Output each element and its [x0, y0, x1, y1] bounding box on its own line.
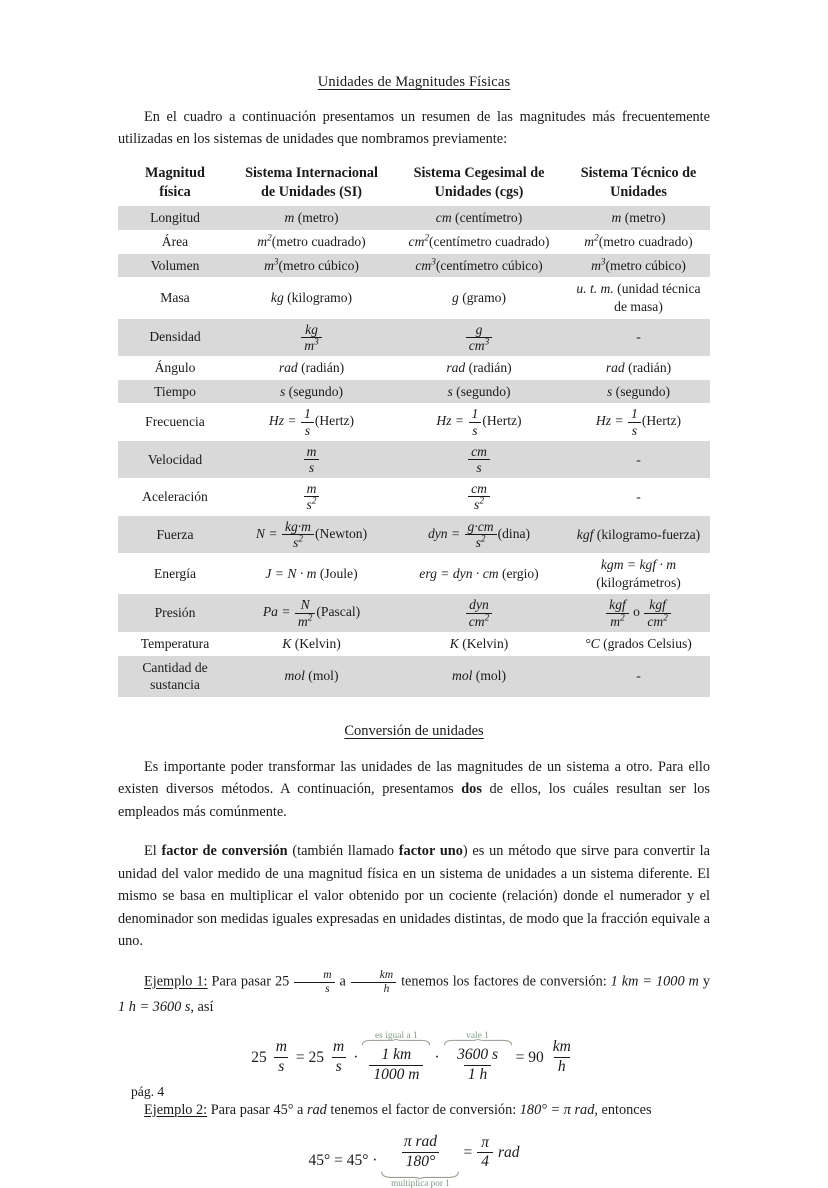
page-number: pág. 4: [131, 1084, 165, 1099]
cell-unit: kgf: [576, 526, 594, 542]
header-line-1: Sistema Internacional: [245, 164, 378, 181]
eq-fraction-4: $\frac{3600 s}{1 h}$: [457, 1046, 499, 1084]
cell-unit-name: (kilogramo): [283, 290, 353, 306]
header-line-2: de Unidades (SI): [261, 184, 362, 201]
paragraph-text: El: [144, 843, 162, 860]
example-text: y: [698, 973, 710, 990]
cell-cgs: [391, 356, 567, 380]
cell-unit-name: (segundo): [285, 383, 344, 399]
table-row: [118, 656, 710, 697]
cell-unit-name: (radián): [624, 360, 672, 376]
cell-unit: $m^3$: [264, 256, 279, 273]
paragraph-bold: dos: [461, 781, 482, 798]
cell-unit-name: (centímetro cúbico): [435, 257, 543, 273]
table-row: [118, 206, 710, 230]
eq-fraction-2: $\frac{\pi}{4}$: [477, 1134, 493, 1172]
cell-unit-name: (metro cuadrado): [271, 233, 366, 249]
table-row: [118, 356, 710, 380]
cell-fraction: $\frac{1}{s}$: [301, 406, 314, 437]
table-header-magnitude: [118, 160, 232, 206]
cell-dash: -: [636, 451, 641, 467]
cell-fraction: $\frac{m}{s}$: [304, 444, 320, 475]
brace-top-icon: [361, 1039, 431, 1046]
example-1-equation: [118, 1030, 710, 1084]
cell-fraction: $\frac{m}{s^2}$: [304, 481, 320, 512]
cell-unit-name: (metro cúbico): [278, 257, 359, 273]
cell-magnitude: Longitud: [118, 206, 232, 230]
eq-term: rad: [497, 1143, 520, 1161]
cell-unit: J = N · m: [265, 565, 317, 581]
cell-fraction: $\frac{\text{dyn}}{cm^2}$: [466, 597, 492, 628]
table-header-si: [232, 160, 391, 206]
cell-fraction: $\frac{\text{kgf}}{m^2}$: [606, 597, 629, 628]
cell-tech: [567, 403, 710, 440]
cell-si: [232, 319, 391, 356]
table-row: [118, 254, 710, 278]
cell-tech: [567, 516, 710, 553]
conversion-paragraph-1: [118, 756, 710, 823]
cell-magnitude: Cantidad de sustancia: [118, 656, 232, 697]
cell-unit: g: [452, 290, 459, 306]
eq-term: = 25: [295, 1048, 325, 1066]
paragraph-text: de ellos, los cuáles resultan ser los empleados más comúnmente.: [118, 781, 710, 820]
cell-unit-name: (segundo): [612, 383, 671, 399]
table-row: [118, 632, 710, 656]
paragraph-text: Es importante poder transformar las unidades de las magnitudes de un sistema a otro. Para ello existen diversos métodos. A continuación, presentamos: [118, 758, 710, 798]
paragraph-text: (también llamado: [287, 843, 399, 860]
cell-tech: [567, 478, 710, 515]
eq-fraction-3: $\frac{1 km}{1000 m}$: [369, 1046, 423, 1084]
cell-unit-name: (grados Celsius): [599, 635, 692, 651]
eq-term: = 90: [515, 1048, 544, 1066]
cell-lhs: Hz =: [268, 413, 297, 429]
example-text: , así: [190, 999, 214, 1015]
table-header-row: [118, 160, 710, 206]
eq-multiply-dot: ·: [353, 1048, 359, 1066]
cell-cgs: [391, 277, 567, 318]
cell-tech: [567, 594, 710, 631]
header-line-2: Unidades: [610, 184, 667, 201]
cell-unit-name: (Joule): [316, 565, 358, 581]
cell-si: [232, 441, 391, 478]
example-2-equation: [118, 1133, 710, 1188]
eq-term: =: [463, 1143, 473, 1161]
cell-cgs: [391, 478, 567, 515]
inline-fraction-kmh: $\frac{km}{h}$: [351, 969, 396, 996]
relation-2: 1 h = 3600 s: [118, 999, 191, 1015]
cell-si: [232, 594, 391, 631]
example-text: Para pasar 45° a: [207, 1101, 307, 1118]
cell-magnitude: Energía: [118, 553, 232, 594]
cell-magnitude: Velocidad: [118, 441, 232, 478]
cell-cgs: [391, 403, 567, 440]
page-title: [118, 74, 710, 91]
example-text: , entonces: [594, 1101, 652, 1118]
cell-si: [232, 277, 391, 318]
cell-magnitude: Aceleración: [118, 478, 232, 515]
cell-unit-name: (metro): [294, 210, 339, 226]
cell-cgs: [391, 594, 567, 631]
cell-cgs: [391, 254, 567, 278]
cell-unit-name: (centímetro cuadrado): [429, 233, 550, 249]
cell-si: [232, 230, 391, 254]
cell-si: [232, 254, 391, 278]
cell-fraction: $\frac{cm}{s^2}$: [468, 481, 490, 512]
paragraph-bold: factor uno: [398, 843, 463, 860]
cell-unit-name: (Newton): [315, 525, 368, 541]
example-2-paragraph: [118, 1099, 710, 1121]
cell-unit: $cm^3$: [415, 256, 436, 273]
cell-tech: [567, 277, 710, 318]
cell-unit: rad: [605, 360, 625, 376]
annotation-label-1: es igual a 1: [375, 1030, 418, 1041]
header-line-1: Sistema Técnico de: [580, 164, 697, 181]
cell-fraction: $\frac{cm}{s}$: [468, 444, 490, 475]
cell-unit: m: [611, 210, 622, 226]
cell-unit-name: (metro cúbico): [605, 257, 686, 273]
annotated-factor-1: [361, 1030, 431, 1084]
table-row: [118, 319, 710, 356]
table-row: [118, 478, 710, 515]
annotated-factor-3: [380, 1133, 460, 1188]
cell-tech: [567, 656, 710, 697]
cell-unit-name: (segundo): [452, 383, 511, 399]
eq-fraction-1: $\frac{m}{s}$: [275, 1038, 287, 1076]
cell-unit: cm: [435, 210, 452, 226]
cell-unit: s: [606, 383, 613, 399]
cell-magnitude: Volumen: [118, 254, 232, 278]
cell-unit: kg: [270, 290, 284, 306]
inline-fraction-ms: $\frac{m}{s}$: [294, 969, 334, 996]
cell-cgs: [391, 632, 567, 656]
cell-lhs: Hz =: [436, 413, 465, 429]
cell-unit: m: [284, 210, 295, 226]
example-unit: rad: [306, 1101, 327, 1118]
units-table-body: [118, 206, 710, 697]
cell-magnitude: Densidad: [118, 319, 232, 356]
relation: 180° = π rad: [519, 1101, 595, 1118]
cell-unit: kgm = kgf · m: [600, 557, 677, 573]
cell-unit-name: (metro): [621, 210, 666, 226]
cell-unit: s: [447, 383, 453, 399]
cell-unit-name: (radián): [465, 360, 512, 376]
paragraph-text: ) es un método que sirve para convertir la unidad del valor medido de una magnitud física en un sistema de unidades a un sistema diferente. El mismo se basa en multiplicar el valor obtenido por un cociente (relación) donde el numerador y el denominador son medidas iguales expresadas en unidades distintas, de modo que la fracción equivale a uno.: [118, 843, 710, 949]
cell-unit-name: (Kelvin): [291, 635, 341, 651]
cell-unit: $m^2$: [257, 232, 272, 249]
cell-unit-name: (kilográmetros): [596, 574, 681, 590]
cell-fraction: $\frac{1}{s}$: [628, 406, 641, 437]
cell-lhs: N =: [255, 525, 278, 541]
cell-lhs: Pa =: [262, 604, 291, 620]
table-row: [118, 403, 710, 440]
cell-unit: K: [449, 635, 459, 651]
cell-unit-name: (mol): [472, 668, 506, 684]
table-row: [118, 553, 710, 594]
cell-tech: [567, 356, 710, 380]
cell-tech: [567, 254, 710, 278]
cell-si: [232, 656, 391, 697]
cell-unit: K: [282, 635, 292, 651]
relation-1: 1 km = 1000 m: [610, 973, 699, 990]
cell-si: [232, 356, 391, 380]
cell-magnitude: Área: [118, 230, 232, 254]
cell-magnitude: Fuerza: [118, 516, 232, 553]
section-title-conversion: [118, 723, 710, 740]
cell-dash: -: [636, 489, 641, 505]
cell-unit-name: (ergio): [498, 565, 539, 581]
cell-si: [232, 632, 391, 656]
cell-unit-name: (metro cuadrado): [598, 233, 693, 249]
cell-cgs: [391, 206, 567, 230]
example-text: Para pasar 25: [207, 973, 294, 990]
cell-unit-name: (unidad técnica de masa): [613, 281, 701, 314]
cell-lhs: dyn =: [427, 525, 461, 541]
cell-unit: mol: [284, 668, 305, 684]
header-line-2: física: [159, 184, 191, 201]
page-title-text: Unidades de Magnitudes Físicas: [317, 74, 511, 90]
cell-unit: rad: [278, 360, 298, 376]
cell-unit-name: (centímetro): [451, 210, 523, 226]
cell-cgs: [391, 380, 567, 404]
cell-fraction: $\frac{kg\cdot m}{s^2}$: [282, 519, 314, 550]
cell-tech: [567, 319, 710, 356]
cell-unit: rad: [446, 360, 466, 376]
cell-cgs: [391, 319, 567, 356]
cell-si: [232, 403, 391, 440]
cell-cgs: [391, 441, 567, 478]
cell-si: [232, 553, 391, 594]
eq-fraction-5: $\frac{km}{h}$: [552, 1038, 571, 1076]
example-text: tenemos los factores de conversión:: [397, 973, 611, 990]
cell-fraction: $\frac{N}{m^2}$: [295, 597, 315, 628]
table-row: [118, 230, 710, 254]
cell-magnitude: Masa: [118, 277, 232, 318]
cell-unit: $cm^2$: [408, 232, 430, 249]
header-line-2: Unidades (cgs): [434, 184, 524, 201]
cell-tech: [567, 632, 710, 656]
cell-unit: $m^2$: [584, 232, 599, 249]
conversion-paragraph-2: [118, 840, 710, 952]
cell-unit: erg = dyn · cm: [419, 565, 499, 581]
brace-top-icon: [443, 1039, 513, 1046]
cell-unit-name: (Hertz): [641, 413, 682, 429]
cell-unit-name: (mol): [304, 668, 339, 684]
cell-magnitude: Presión: [118, 594, 232, 631]
cell-si: [232, 478, 391, 515]
cell-magnitude: Frecuencia: [118, 403, 232, 440]
table-header-technical: [567, 160, 710, 206]
cell-unit: u. t. m.: [576, 281, 614, 297]
cell-si: [232, 206, 391, 230]
cell-unit-name: (Hertz): [482, 413, 522, 429]
cell-fraction: $\frac{1}{s}$: [469, 406, 482, 437]
cell-magnitude: Ángulo: [118, 356, 232, 380]
cell-unit: mol: [452, 668, 473, 684]
cell-cgs: [391, 553, 567, 594]
units-table: [118, 160, 710, 697]
cell-tech: [567, 441, 710, 478]
cell-lhs: Hz =: [595, 413, 624, 429]
eq-fraction-2: $\frac{m}{s}$: [333, 1038, 345, 1076]
cell-dash: -: [636, 668, 641, 684]
cell-magnitude: Tiempo: [118, 380, 232, 404]
cell-magnitude: Temperatura: [118, 632, 232, 656]
table-row: [118, 594, 710, 631]
cell-si: [232, 380, 391, 404]
cell-tech: [567, 380, 710, 404]
example-text: a: [335, 973, 350, 990]
cell-fraction: $\frac{g\cdot cm}{s^2}$: [465, 519, 497, 550]
cell-unit: $m^3$: [591, 256, 606, 273]
header-line-1: Magnitud: [145, 164, 205, 181]
cell-unit-name: (radián): [297, 360, 345, 376]
table-row: [118, 516, 710, 553]
cell-fraction: $\frac{g}{cm^3}$: [466, 322, 492, 353]
cell-unit: °C: [585, 635, 600, 651]
table-row: [118, 277, 710, 318]
paragraph-bold: factor de conversión: [161, 843, 288, 860]
cell-unit: s: [279, 383, 286, 399]
cell-unit-name: (kilogramo-fuerza): [593, 526, 701, 542]
annotation-label-2: vale 1: [466, 1030, 489, 1041]
page-content: [118, 74, 710, 1188]
cell-unit-name: (dina): [497, 525, 531, 541]
example-text: tenemos el factor de conversión:: [326, 1101, 520, 1118]
annotation-label-3: multiplica por 1: [391, 1178, 450, 1188]
section-title-text: Conversión de unidades: [344, 722, 484, 739]
cell-joiner: o: [629, 604, 644, 620]
example-2-label: Ejemplo 2:: [144, 1101, 208, 1118]
cell-unit-name: (Kelvin): [458, 635, 509, 651]
cell-fraction-2: $\frac{\text{kgf}}{cm^2}$: [644, 597, 670, 628]
cell-cgs: [391, 230, 567, 254]
cell-si: [232, 516, 391, 553]
annotated-factor-2: [443, 1030, 513, 1084]
cell-tech: [567, 553, 710, 594]
table-row: [118, 380, 710, 404]
cell-cgs: [391, 516, 567, 553]
cell-unit-name: (gramo): [458, 290, 506, 306]
cell-tech: [567, 230, 710, 254]
cell-tech: [567, 206, 710, 230]
cell-cgs: [391, 656, 567, 697]
eq-term: 45° = 45° ·: [308, 1151, 378, 1169]
table-header-cgs: [391, 160, 567, 206]
eq-fraction-1: $\frac{\text{π rad}}{180^\circ}$: [400, 1133, 441, 1171]
cell-dash: -: [636, 329, 641, 345]
eq-term: 25: [251, 1048, 267, 1066]
header-line-1: Sistema Cegesimal de: [413, 164, 545, 181]
cell-unit-name: (Pascal): [316, 604, 361, 620]
cell-fraction: $\frac{kg}{m^3}$: [301, 322, 321, 353]
example-1-paragraph: [118, 969, 710, 1018]
table-row: [118, 441, 710, 478]
example-1-label: Ejemplo 1:: [144, 973, 208, 990]
intro-paragraph: En el cuadro a continuación presentamos un resumen de las magnitudes más frecuentemente utilizadas en los sistemas de unidades que nombramos previamente:: [118, 109, 710, 148]
cell-unit-name: (Hertz): [314, 413, 355, 429]
eq-multiply-dot: ·: [434, 1048, 440, 1066]
